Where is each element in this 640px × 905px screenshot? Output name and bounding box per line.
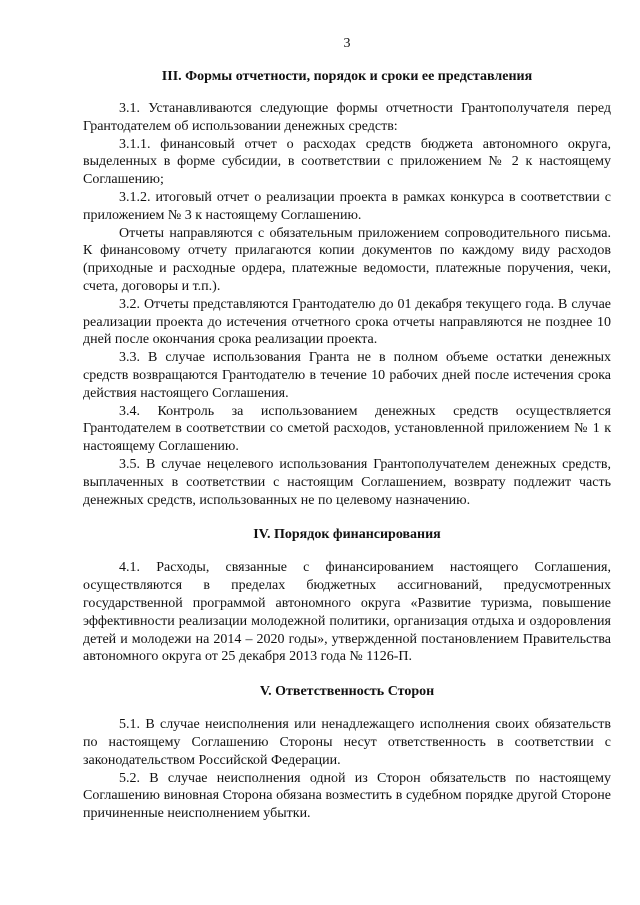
section-heading: III. Формы отчетности, порядок и сроки ее представления <box>161 69 533 84</box>
section-4 <box>83 526 611 666</box>
paragraph: Отчеты направляются с обязательным приложением сопроводительного письма. К финансовому отчету прилагаются копии документов по каждому виду расходов (приходные и расходные ордера, платежные ведомости, платежные поручения, чеки, счета, договоры и т.п.). <box>83 225 611 294</box>
document-page <box>83 34 611 823</box>
paragraph: 4.1. Расходы, связанные с финансированием настоящего Соглашения, осуществляются в пределах бюджетных ассигнований, предусмотренных государственной программой автономного округа «Развитие туризма, повышение эффективности реализации молодежной политики, организация отдыха и оздоровления детей и молодежи на 2014 – 2020 годы», утвержденной постановлением Правительства автономного округа от 25 декабря 2013 года № 1126-П. <box>83 560 611 665</box>
page-number: 3 <box>343 36 351 51</box>
section-3 <box>83 68 611 509</box>
section-heading: IV. Порядок финансирования <box>253 527 441 543</box>
section-heading: V. Ответственность Сторон <box>259 684 435 700</box>
paragraph: 5.1. В случае неисполнения или ненадлежащего исполнения своих обязательств по настоящему Соглашению Стороны несут ответственность в соответствии с законодательством Российской Федерации. <box>83 717 611 768</box>
paragraph: 3.4. Контроль за использованием денежных средств осуществляется Грантодателем в соответствии со сметой расходов, установленной приложением № 1 к настоящему Соглашению. <box>83 403 611 455</box>
paragraph: 3.3. В случае использования Гранта не в полном объеме остатки денежных средств возвращаются Грантодателю в течение 10 рабочих дней после истечения срока действия настоящего Соглашения. <box>83 350 611 401</box>
paragraph: 3.1.1. финансовый отчет о расходах средств бюджета автономного округа, выделенных в форме субсидии, в соответствии с приложением № 2 к настоящему Соглашению; <box>83 136 611 188</box>
paragraph: 3.2. Отчеты представляются Грантодателю до 01 декабря текущего года. В случае реализации проекта до истечения отчетного срока отчеты направляются не позднее 10 дней после окончания срока реализации проекта. <box>83 296 611 348</box>
paragraph: 3.1. Устанавливаются следующие формы отчетности Грантополучателя перед Грантодателем об использовании денежных средств: <box>83 101 611 134</box>
section-5 <box>83 683 611 823</box>
paragraph: 3.1.2. итоговый отчет о реализации проекта в рамках конкурса в соответствии с приложением № 3 к настоящему Соглашению. <box>83 189 611 223</box>
paragraph: 3.5. В случае нецелевого использования Грантополучателем денежных средств, выплаченных в соответствии с настоящим Соглашением, возврату подлежит часть денежных средств, использованных не по целевому назначению. <box>83 456 611 508</box>
paragraph: 5.2. В случае неисполнения одной из Сторон обязательств по настоящему Соглашению виновная Сторона обязана возместить в судебном порядке другой Стороне причиненные неисполнением убытки. <box>83 770 611 822</box>
